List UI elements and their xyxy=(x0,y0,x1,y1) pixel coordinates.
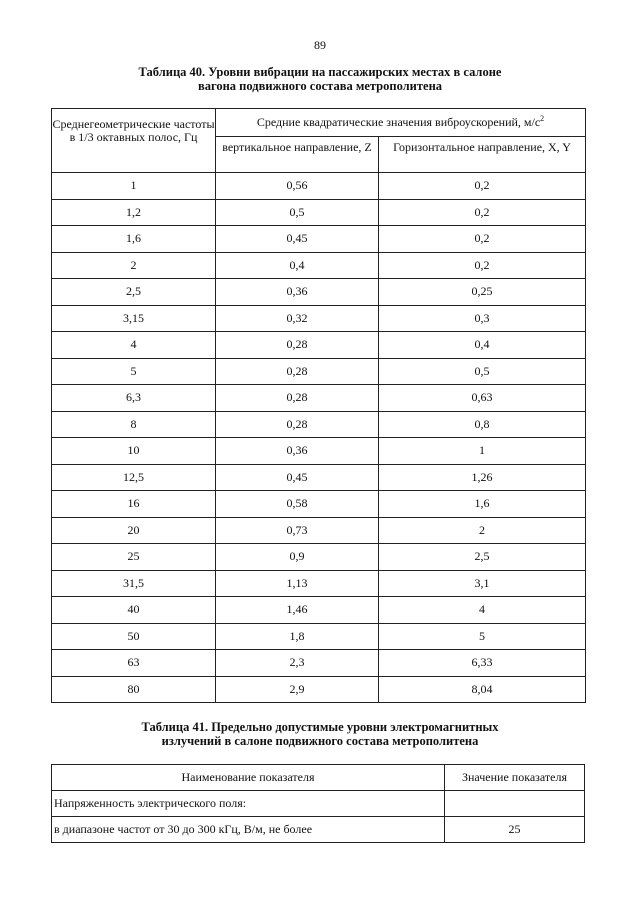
horizontal-xy-cell: 0,4 xyxy=(379,332,586,359)
vertical-z-cell: 0,32 xyxy=(216,305,379,332)
horizontal-xy-cell: 4 xyxy=(379,597,586,624)
horizontal-xy-cell: 0,2 xyxy=(379,226,586,253)
header-horizontal-xy: Горизонтальное направление, X, Y xyxy=(379,137,586,173)
vibration-table-body xyxy=(52,173,586,703)
table-40-caption-line1: Таблица 40. Уровни вибрации на пассажирских местах в салоне xyxy=(138,65,502,79)
vertical-z-cell: 0,28 xyxy=(216,385,379,412)
vertical-z-cell: 0,28 xyxy=(216,358,379,385)
table-row xyxy=(52,173,586,200)
horizontal-xy-cell: 0,25 xyxy=(379,279,586,306)
table-row xyxy=(52,570,586,597)
freq-cell: 2 xyxy=(52,252,216,279)
table-41-caption-line1: Таблица 41. Предельно допустимые уровни электромагнитных xyxy=(141,720,499,734)
vertical-z-cell: 0,9 xyxy=(216,544,379,571)
vertical-z-cell: 0,73 xyxy=(216,517,379,544)
header-acceleration-group-label: Средние квадратические значения виброускорений, м/с xyxy=(256,115,541,129)
vertical-z-cell: 0,36 xyxy=(216,438,379,465)
freq-cell: 4 xyxy=(52,332,216,359)
horizontal-xy-cell: 1,6 xyxy=(379,491,586,518)
horizontal-xy-cell: 3,1 xyxy=(379,570,586,597)
vertical-z-cell: 0,4 xyxy=(216,252,379,279)
vertical-z-cell: 0,56 xyxy=(216,173,379,200)
vertical-z-cell: 1,8 xyxy=(216,623,379,650)
freq-cell: 1 xyxy=(52,173,216,200)
table-row xyxy=(52,791,585,817)
table-40-caption xyxy=(0,65,640,93)
horizontal-xy-cell: 0,63 xyxy=(379,385,586,412)
vertical-z-cell: 1,46 xyxy=(216,597,379,624)
table-row xyxy=(52,385,586,412)
emf-limits-table xyxy=(51,764,585,843)
freq-cell: 20 xyxy=(52,517,216,544)
indicator-name-cell: Напряженность электрического поля: xyxy=(52,791,445,817)
freq-cell: 1,6 xyxy=(52,226,216,253)
horizontal-xy-cell: 0,8 xyxy=(379,411,586,438)
emf-table-body xyxy=(52,791,585,843)
horizontal-xy-cell: 1 xyxy=(379,438,586,465)
freq-cell: 80 xyxy=(52,676,216,703)
freq-cell: 3,15 xyxy=(52,305,216,332)
horizontal-xy-cell: 0,5 xyxy=(379,358,586,385)
horizontal-xy-cell: 2 xyxy=(379,517,586,544)
header-acceleration-group xyxy=(216,109,586,137)
vertical-z-cell: 2,9 xyxy=(216,676,379,703)
table-row xyxy=(52,279,586,306)
indicator-value-cell: 25 xyxy=(445,817,585,843)
vertical-z-cell: 0,36 xyxy=(216,279,379,306)
freq-cell: 2,5 xyxy=(52,279,216,306)
vertical-z-cell: 0,5 xyxy=(216,199,379,226)
freq-cell: 16 xyxy=(52,491,216,518)
horizontal-xy-cell: 0,2 xyxy=(379,252,586,279)
vertical-z-cell: 1,13 xyxy=(216,570,379,597)
table-row xyxy=(52,226,586,253)
freq-cell: 6,3 xyxy=(52,385,216,412)
header-acceleration-group-sup: 2 xyxy=(540,114,545,123)
table-row xyxy=(52,438,586,465)
horizontal-xy-cell: 1,26 xyxy=(379,464,586,491)
freq-cell: 10 xyxy=(52,438,216,465)
freq-cell: 31,5 xyxy=(52,570,216,597)
vertical-z-cell: 0,28 xyxy=(216,332,379,359)
indicator-name-cell: в диапазоне частот от 30 до 300 кГц, В/м, не более xyxy=(52,817,445,843)
horizontal-xy-cell: 8,04 xyxy=(379,676,586,703)
freq-cell: 50 xyxy=(52,623,216,650)
header-frequency: Среднегеометрические частоты в 1/3 октавных полос, Гц xyxy=(52,109,216,173)
header-indicator-value: Значение показателя xyxy=(445,765,585,791)
horizontal-xy-cell: 6,33 xyxy=(379,650,586,677)
freq-cell: 40 xyxy=(52,597,216,624)
table-row xyxy=(52,623,586,650)
horizontal-xy-cell: 0,2 xyxy=(379,173,586,200)
table-41-caption xyxy=(0,720,640,748)
vertical-z-cell: 0,45 xyxy=(216,464,379,491)
horizontal-xy-cell: 5 xyxy=(379,623,586,650)
table-row xyxy=(52,491,586,518)
freq-cell: 5 xyxy=(52,358,216,385)
header-indicator-name: Наименование показателя xyxy=(52,765,445,791)
table-row xyxy=(52,464,586,491)
page-number: 89 xyxy=(314,38,326,52)
table-row xyxy=(52,252,586,279)
table-row xyxy=(52,676,586,703)
freq-cell: 8 xyxy=(52,411,216,438)
freq-cell: 1,2 xyxy=(52,199,216,226)
horizontal-xy-cell: 2,5 xyxy=(379,544,586,571)
vibration-levels-table xyxy=(51,108,586,703)
vertical-z-cell: 0,58 xyxy=(216,491,379,518)
horizontal-xy-cell: 0,2 xyxy=(379,199,586,226)
vertical-z-cell: 2,3 xyxy=(216,650,379,677)
vertical-z-cell: 0,28 xyxy=(216,411,379,438)
header-vertical-z: вертикальное направление, Z xyxy=(216,137,379,173)
table-row xyxy=(52,411,586,438)
horizontal-xy-cell: 0,3 xyxy=(379,305,586,332)
table-row xyxy=(52,817,585,843)
table-row xyxy=(52,517,586,544)
table-row xyxy=(52,332,586,359)
table-row xyxy=(52,305,586,332)
table-row xyxy=(52,199,586,226)
freq-cell: 25 xyxy=(52,544,216,571)
table-40-caption-line2: вагона подвижного состава метрополитена xyxy=(197,79,443,93)
vertical-z-cell: 0,45 xyxy=(216,226,379,253)
indicator-value-cell xyxy=(445,791,585,817)
table-41-caption-line2: излучений в салоне подвижного состава метрополитена xyxy=(161,734,479,748)
table-row xyxy=(52,544,586,571)
table-row xyxy=(52,358,586,385)
freq-cell: 63 xyxy=(52,650,216,677)
freq-cell: 12,5 xyxy=(52,464,216,491)
table-row xyxy=(52,597,586,624)
table-row xyxy=(52,650,586,677)
